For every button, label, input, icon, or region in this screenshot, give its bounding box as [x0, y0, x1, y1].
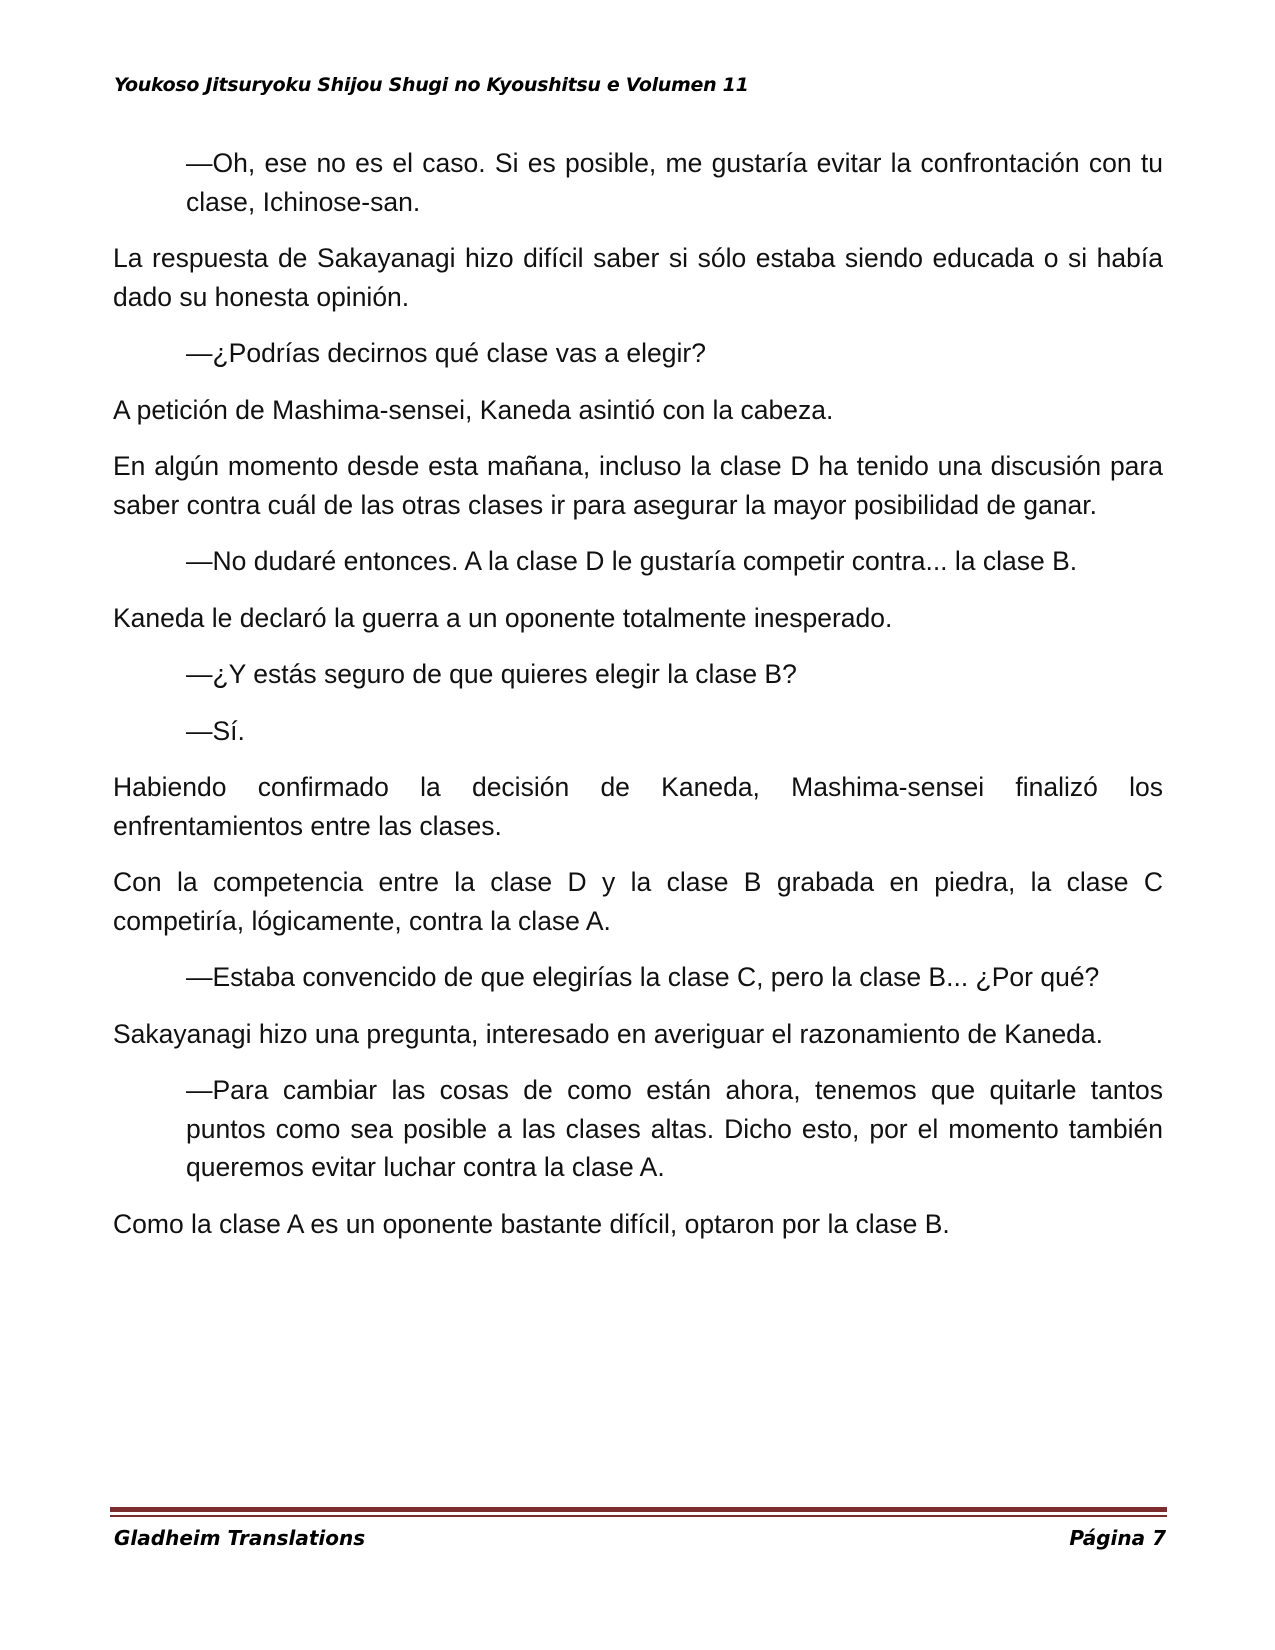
paragraph-dialog: —No dudaré entonces. A la clase D le gustaría competir contra... la clase B. — [186, 546, 1078, 576]
paragraph-narration: Como la clase A es un oponente bastante difícil, optaron por la clase B. — [113, 1208, 950, 1239]
paragraph-dialog: —Sí. — [186, 715, 245, 746]
paragraph-dialog: —Para cambiar las cosas de como están ahora, tenemos que quitarle tantos puntos como sea posible a las clases altas. Dicho esto, por el momento también queremos evitar luchar contra la clase A. — [186, 1075, 1163, 1182]
paragraph-dialog: —Estaba convencido de que elegirías la clase C, pero la clase B... ¿Por qué? — [186, 962, 1100, 992]
paragraph-dialog: —¿Podrías decirnos qué clase vas a elegir? — [186, 338, 706, 368]
paragraph-dialog: —¿Y estás seguro de que quieres elegir la clase B? — [186, 659, 797, 689]
header-title: Youkoso Jitsuryoku Shijou Shugi no Kyoushitsu e Volumen 11 — [114, 74, 749, 96]
paragraph-narration: Con la competencia entre la clase D y la clase B grabada en piedra, la clase C competiría, lógicamente, contra la clase A. — [113, 867, 1163, 936]
footer-rule-thick — [110, 1507, 1167, 1512]
paragraph-dialog: —Oh, ese no es el caso. Si es posible, me gustaría evitar la confrontación con tu clase, Ichinose-san. — [186, 148, 1163, 217]
page-body — [113, 144, 1163, 1261]
paragraph-narration: En algún momento desde esta mañana, incluso la clase D ha tenido una discusión para saber contra cuál de las otras clases ir para asegurar la mayor posibilidad de ganar. — [113, 451, 1163, 520]
paragraph-narration: La respuesta de Sakayanagi hizo difícil saber si sólo estaba siendo educada o si había dado su honesta opinión. — [113, 243, 1163, 312]
paragraph-narration: Sakayanagi hizo una pregunta, interesado en averiguar el razonamiento de Kaneda. — [113, 1018, 1104, 1049]
footer-publisher: Gladheim Translations — [114, 1526, 366, 1550]
footer-rule-thin — [110, 1515, 1167, 1517]
footer-page-number: Página 7 — [1069, 1526, 1166, 1550]
paragraph-narration: Habiendo confirmado la decisión de Kaneda, Mashima-sensei finalizó los enfrentamientos entre las clases. — [113, 772, 1163, 841]
paragraph-narration: Kaneda le declaró la guerra a un oponente totalmente inesperado. — [113, 602, 893, 633]
paragraph-narration: A petición de Mashima-sensei, Kaneda asintió con la cabeza. — [113, 394, 834, 425]
